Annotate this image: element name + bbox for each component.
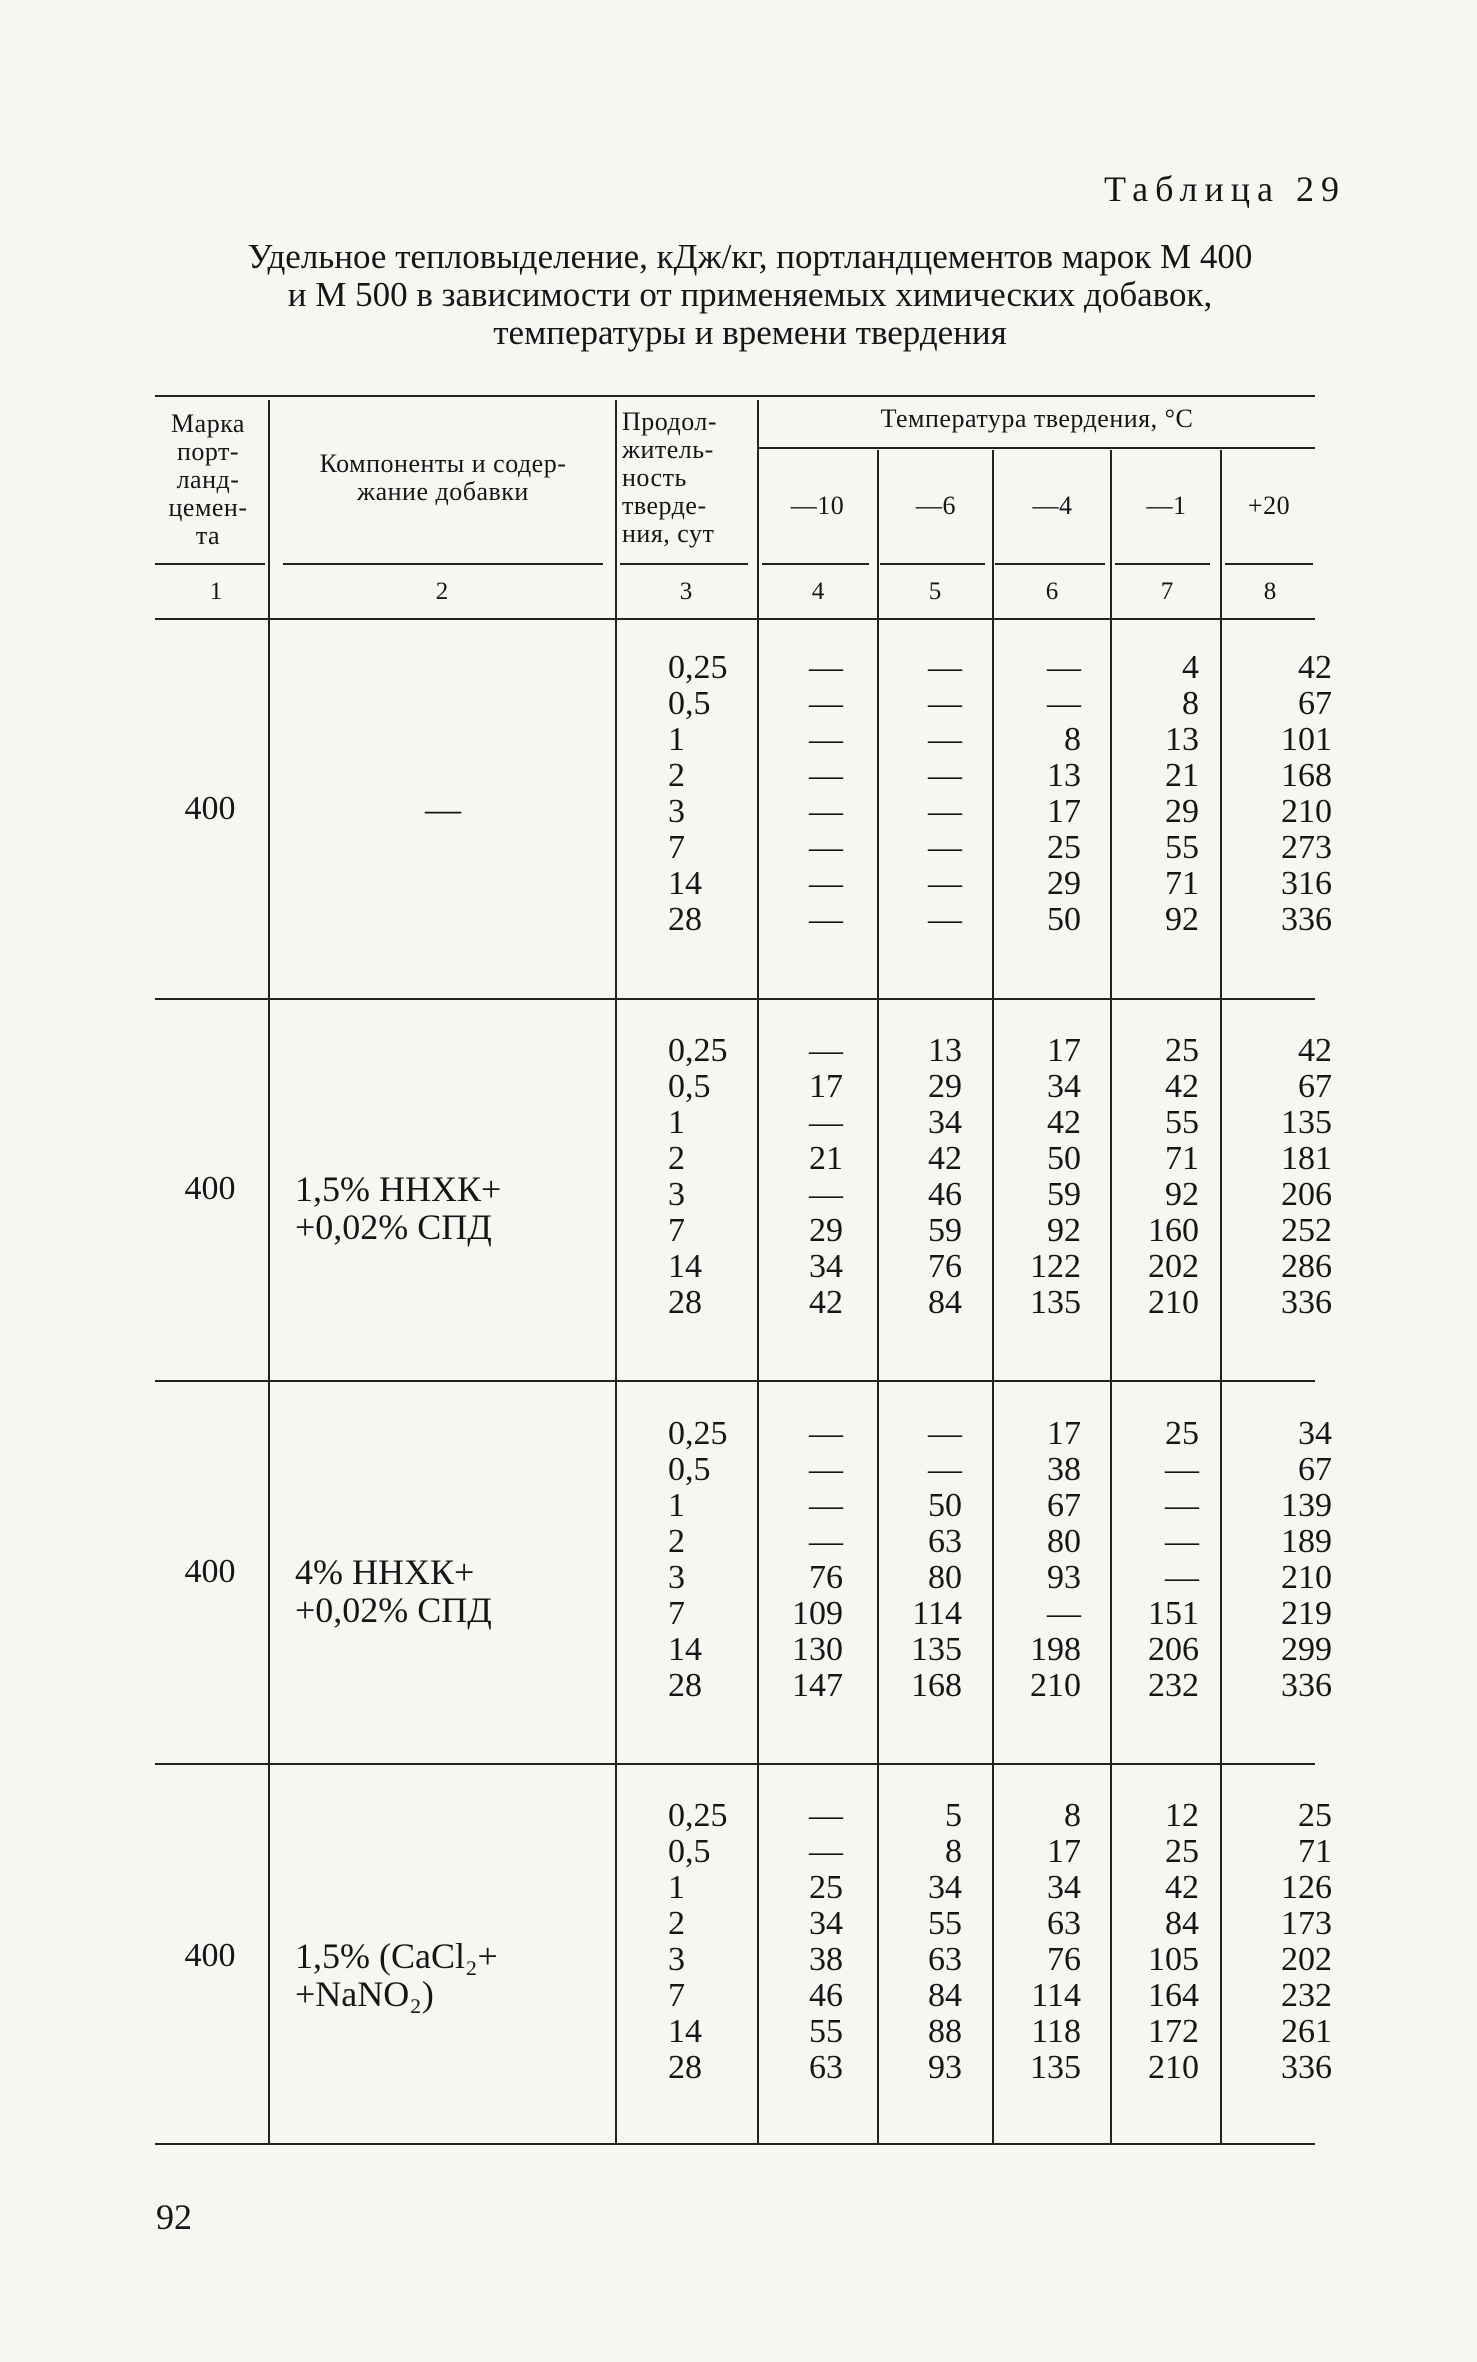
table-cell: 88 <box>928 2013 962 2050</box>
table-cell: 168 <box>1281 757 1332 794</box>
table-cell: 4 <box>1182 649 1199 686</box>
table-cell: — <box>1165 1451 1199 1488</box>
values-t-plus20 <box>1281 650 1332 938</box>
table-cell: 93 <box>1047 1559 1081 1596</box>
table-cell: — <box>928 829 962 866</box>
table-cell: 7 <box>668 1977 685 2014</box>
table-cell: — <box>809 829 843 866</box>
table-cell: 3 <box>668 1559 685 1596</box>
table-cell: 0,5 <box>668 1068 711 1105</box>
table-label: Таблица 29 <box>1104 169 1346 209</box>
table-cell: 63 <box>1047 1905 1081 1942</box>
table-cell: 28 <box>668 1284 702 1321</box>
table-cell: — <box>1165 1523 1199 1560</box>
table-cell: 17 <box>1047 793 1081 830</box>
table-cell: 198 <box>1030 1631 1081 1668</box>
table-cell: 17 <box>809 1068 843 1105</box>
table-cell: — <box>809 793 843 830</box>
table-cell: 63 <box>809 2049 843 2086</box>
table-cell: 299 <box>1281 1631 1332 1668</box>
values-t-minus6 <box>928 1033 962 1321</box>
table-cell: 17 <box>1047 1415 1081 1452</box>
table-cell: 71 <box>1298 1833 1332 1870</box>
table-cell: 336 <box>1281 2049 1332 2086</box>
table-cell: 122 <box>1030 1248 1081 1285</box>
table-cell: — <box>928 757 962 794</box>
values-t-minus10 <box>809 1798 843 2086</box>
table-cell: 114 <box>1031 1977 1081 2014</box>
table-cell: 63 <box>928 1941 962 1978</box>
caption-line: температуры и времени твердения <box>493 313 1007 352</box>
table-cell: 252 <box>1281 1212 1332 1249</box>
table-cell: 7 <box>668 829 685 866</box>
table-cell: 151 <box>1148 1595 1199 1632</box>
table-cell: 0,5 <box>668 1833 711 1870</box>
table-cell: 13 <box>1047 757 1081 794</box>
table-cell: 173 <box>1281 1905 1332 1942</box>
table-cell: 8 <box>1064 721 1081 758</box>
table-cell: — <box>809 1032 843 1069</box>
table-cell: 34 <box>928 1104 962 1141</box>
table-cell: 25 <box>1165 1415 1199 1452</box>
table-cell: 76 <box>1047 1941 1081 1978</box>
values-t-minus4 <box>1030 1798 1081 2086</box>
values-t-plus20 <box>1281 1033 1332 1321</box>
table-cell: — <box>809 1487 843 1524</box>
table-cell: 25 <box>1047 829 1081 866</box>
table-cell: 261 <box>1281 2013 1332 2050</box>
values-t-minus4 <box>1030 1033 1081 1321</box>
table-cell: 93 <box>928 2049 962 2086</box>
values-t-minus6 <box>928 650 962 938</box>
header-mark: Марка порт- ланд- цемен- та <box>168 409 248 550</box>
table-cell: — <box>1047 685 1081 722</box>
values-t-minus10 <box>792 1416 843 1704</box>
table-cell: 29 <box>1047 865 1081 902</box>
durations-column <box>668 1798 728 2086</box>
table-cell: 34 <box>809 1905 843 1942</box>
table-cell: — <box>928 649 962 686</box>
table-cell: 336 <box>1281 901 1332 938</box>
table-cell: 164 <box>1148 1977 1199 2014</box>
values-t-minus1 <box>1148 1798 1199 2086</box>
table-cell: 232 <box>1281 1977 1332 2014</box>
table-cell: 8 <box>1064 1797 1081 1834</box>
table-cell: 55 <box>809 2013 843 2050</box>
table-cell: 0,25 <box>668 649 728 686</box>
table-cell: 14 <box>668 1248 702 1285</box>
table-cell: 135 <box>1030 1284 1081 1321</box>
table-cell: 1 <box>668 721 685 758</box>
table-cell: 273 <box>1281 829 1332 866</box>
table-cell: 1 <box>668 1104 685 1141</box>
table-cell: 25 <box>809 1869 843 1906</box>
table-cell: 55 <box>1165 1104 1199 1141</box>
table-cell: 80 <box>928 1559 962 1596</box>
table-cell: 25 <box>1165 1032 1199 1069</box>
durations-column <box>668 650 728 938</box>
table-cell: 202 <box>1148 1248 1199 1285</box>
table-cell: — <box>809 1451 843 1488</box>
table-cell: 17 <box>1047 1032 1081 1069</box>
column-number: 2 <box>435 578 449 605</box>
table-cell: 7 <box>668 1595 685 1632</box>
table-cell: 232 <box>1148 1667 1199 1704</box>
header-temp-minus1: —1 <box>1146 491 1187 520</box>
table-cell: 14 <box>668 2013 702 2050</box>
table-cell: — <box>809 757 843 794</box>
values-t-minus1 <box>1148 1033 1199 1321</box>
table-cell: 206 <box>1148 1631 1199 1668</box>
table-caption <box>150 238 1350 352</box>
table-cell: 67 <box>1047 1487 1081 1524</box>
table-cell: 84 <box>928 1977 962 2014</box>
table-cell: 114 <box>912 1595 962 1632</box>
header-temperature-group: Температура твердения, °С <box>880 404 1194 433</box>
table-cell: 135 <box>1030 2049 1081 2086</box>
table-cell: — <box>809 865 843 902</box>
header-temp-minus6: —6 <box>916 491 956 520</box>
table-cell: 29 <box>928 1068 962 1105</box>
table-cell: — <box>928 721 962 758</box>
cement-mark: 400 <box>184 1553 236 1590</box>
table-cell: 50 <box>1047 1140 1081 1177</box>
table-cell: 55 <box>928 1905 962 1942</box>
table-cell: 101 <box>1281 721 1332 758</box>
table-cell: 42 <box>1298 649 1332 686</box>
column-number: 4 <box>811 578 825 605</box>
column-number: 1 <box>209 578 223 605</box>
table-cell: — <box>1047 649 1081 686</box>
table-cell: 71 <box>1165 865 1199 902</box>
table-cell: 34 <box>928 1869 962 1906</box>
table-cell: 160 <box>1148 1212 1199 1249</box>
table-cell: 42 <box>1165 1869 1199 1906</box>
header-temp-minus10: —10 <box>790 491 845 520</box>
values-t-plus20 <box>1281 1416 1332 1704</box>
table-cell: 118 <box>1031 2013 1081 2050</box>
table-cell: 21 <box>1165 757 1199 794</box>
table-cell: 42 <box>809 1284 843 1321</box>
table-cell: — <box>809 1415 843 1452</box>
cement-mark: 400 <box>184 1170 236 1207</box>
values-t-minus1 <box>1148 1416 1199 1704</box>
table-cell: 5 <box>945 1797 962 1834</box>
table-cell: 25 <box>1298 1797 1332 1834</box>
table-cell: 8 <box>1182 685 1199 722</box>
table-cell: 34 <box>809 1248 843 1285</box>
table-cell: 76 <box>809 1559 843 1596</box>
table-cell: 1 <box>668 1869 685 1906</box>
table-cell: 210 <box>1281 793 1332 830</box>
table-cell: 13 <box>928 1032 962 1069</box>
table-cell: 172 <box>1148 2013 1199 2050</box>
table-cell: — <box>928 901 962 938</box>
table-cell: 28 <box>668 1667 702 1704</box>
table-cell: — <box>928 1415 962 1452</box>
values-t-minus1 <box>1165 650 1199 938</box>
values-t-minus4 <box>1047 650 1081 938</box>
values-t-minus4 <box>1030 1416 1081 1704</box>
table-cell: 130 <box>792 1631 843 1668</box>
table-cell: 63 <box>928 1523 962 1560</box>
table-cell: 92 <box>1165 901 1199 938</box>
additive-component: 4% ННХК+ +0,02% СПД <box>295 1552 492 1630</box>
table-cell: 210 <box>1148 2049 1199 2086</box>
caption-line: и М 500 в зависимости от применяемых химических добавок, <box>287 275 1213 314</box>
table-cell: — <box>809 1833 843 1870</box>
table-cell: 50 <box>1047 901 1081 938</box>
table-cell: 29 <box>1165 793 1199 830</box>
table-cell: 210 <box>1030 1667 1081 1704</box>
header-duration: Продол- житель- ность тверде- ния, сут <box>622 407 718 548</box>
values-t-minus6 <box>928 1798 962 2086</box>
header-temp-minus4: —4 <box>1032 491 1073 520</box>
table-cell: 42 <box>1298 1032 1332 1069</box>
table-cell: 189 <box>1281 1523 1332 1560</box>
table-cell: 59 <box>1047 1176 1081 1213</box>
table-cell: 21 <box>809 1140 843 1177</box>
table-cell: 80 <box>1047 1523 1081 1560</box>
table-cell: 67 <box>1298 1068 1332 1105</box>
table-cell: — <box>809 1176 843 1213</box>
table-cell: — <box>809 901 843 938</box>
table-cell: 0,25 <box>668 1032 728 1069</box>
table-cell: 316 <box>1281 865 1332 902</box>
cement-mark: 400 <box>184 1937 236 1974</box>
table-cell: 3 <box>668 1941 685 1978</box>
table-cell: 202 <box>1281 1941 1332 1978</box>
table-cell: 126 <box>1281 1869 1332 1906</box>
table-cell: — <box>928 685 962 722</box>
column-number: 6 <box>1045 578 1059 605</box>
table-cell: 1 <box>668 1487 685 1524</box>
table-cell: 7 <box>668 1212 685 1249</box>
table-cell: 105 <box>1148 1941 1199 1978</box>
values-t-minus10 <box>809 1033 843 1321</box>
table-cell: 25 <box>1165 1833 1199 1870</box>
header-temp-plus20: +20 <box>1247 491 1291 520</box>
table-cell: 67 <box>1298 685 1332 722</box>
table-cell: 0,25 <box>668 1797 728 1834</box>
table-cell: 34 <box>1047 1869 1081 1906</box>
table-cell: 71 <box>1165 1140 1199 1177</box>
table-cell: 34 <box>1047 1068 1081 1105</box>
table-cell: 12 <box>1165 1797 1199 1834</box>
table-cell: 147 <box>792 1667 843 1704</box>
table-cell: — <box>809 721 843 758</box>
header-components: Компоненты и содер- жание добавки <box>319 449 567 506</box>
table-cell: 206 <box>1281 1176 1332 1213</box>
table-cell: 0,5 <box>668 1451 711 1488</box>
table-cell: 336 <box>1281 1284 1332 1321</box>
table-cell: 55 <box>1165 829 1199 866</box>
table-cell: 2 <box>668 1140 685 1177</box>
table-cell: 210 <box>1148 1284 1199 1321</box>
table-cell: 84 <box>1165 1905 1199 1942</box>
table-cell: 2 <box>668 1905 685 1942</box>
table-cell: 84 <box>928 1284 962 1321</box>
table-cell: 2 <box>668 757 685 794</box>
table-cell: 38 <box>809 1941 843 1978</box>
table-cell: 28 <box>668 901 702 938</box>
table-cell: 76 <box>928 1248 962 1285</box>
table-cell: 34 <box>1298 1415 1332 1452</box>
table-cell: 8 <box>945 1833 962 1870</box>
table-cell: 50 <box>928 1487 962 1524</box>
table-cell: 286 <box>1281 1248 1332 1285</box>
page-number: 92 <box>156 2197 192 2237</box>
table-cell: — <box>928 1451 962 1488</box>
table-cell: 46 <box>809 1977 843 2014</box>
table-cell: 139 <box>1281 1487 1332 1524</box>
values-t-minus10 <box>809 650 843 938</box>
column-number: 5 <box>928 578 942 605</box>
table-cell: — <box>809 685 843 722</box>
table-cell: — <box>928 793 962 830</box>
values-t-minus6 <box>911 1416 962 1704</box>
table-cell: 135 <box>1281 1104 1332 1141</box>
table-cell: 3 <box>668 1176 685 1213</box>
column-number: 8 <box>1263 578 1277 605</box>
table-cell: — <box>809 649 843 686</box>
additive-component: — <box>425 789 461 829</box>
table-cell: 210 <box>1281 1559 1332 1596</box>
table-cell: 109 <box>792 1595 843 1632</box>
table-cell: 336 <box>1281 1667 1332 1704</box>
table-cell: 38 <box>1047 1451 1081 1488</box>
durations-column <box>668 1033 728 1321</box>
table-cell: 181 <box>1281 1140 1332 1177</box>
column-number: 7 <box>1160 578 1174 605</box>
table-cell: — <box>1165 1487 1199 1524</box>
table-cell: — <box>1165 1559 1199 1596</box>
table-cell: 42 <box>928 1140 962 1177</box>
table-cell: — <box>809 1104 843 1141</box>
table-cell: 14 <box>668 865 702 902</box>
cement-mark: 400 <box>184 790 236 827</box>
column-number: 3 <box>679 578 693 605</box>
table-cell: 168 <box>911 1667 962 1704</box>
table-cell: 92 <box>1047 1212 1081 1249</box>
durations-column <box>668 1416 728 1704</box>
table-cell: 13 <box>1165 721 1199 758</box>
table-cell: 14 <box>668 1631 702 1668</box>
table-cell: 2 <box>668 1523 685 1560</box>
table-cell: 28 <box>668 2049 702 2086</box>
values-t-plus20 <box>1281 1798 1332 2086</box>
table-cell: 46 <box>928 1176 962 1213</box>
table-cell: 135 <box>911 1631 962 1668</box>
table-cell: 0,25 <box>668 1415 728 1452</box>
table-cell: 219 <box>1281 1595 1332 1632</box>
table-cell: 92 <box>1165 1176 1199 1213</box>
table-cell: 29 <box>809 1212 843 1249</box>
additive-component: 1,5% ННХК+ +0,02% СПД <box>295 1169 502 1247</box>
table-cell: 67 <box>1298 1451 1332 1488</box>
table-cell: 17 <box>1047 1833 1081 1870</box>
table-cell: 59 <box>928 1212 962 1249</box>
table-cell: 42 <box>1047 1104 1081 1141</box>
table-cell: — <box>1047 1595 1081 1632</box>
table-cell: 0,5 <box>668 685 711 722</box>
table-cell: — <box>809 1523 843 1560</box>
table-cell: 42 <box>1165 1068 1199 1105</box>
caption-line: Удельное тепловыделение, кДж/кг, портландцементов марок М 400 <box>247 237 1253 276</box>
additive-component: 1,5% (CaCl₂+ +NaNO₂) <box>295 1936 498 2014</box>
table-cell: 3 <box>668 793 685 830</box>
table-cell: — <box>809 1797 843 1834</box>
table-cell: — <box>928 865 962 902</box>
